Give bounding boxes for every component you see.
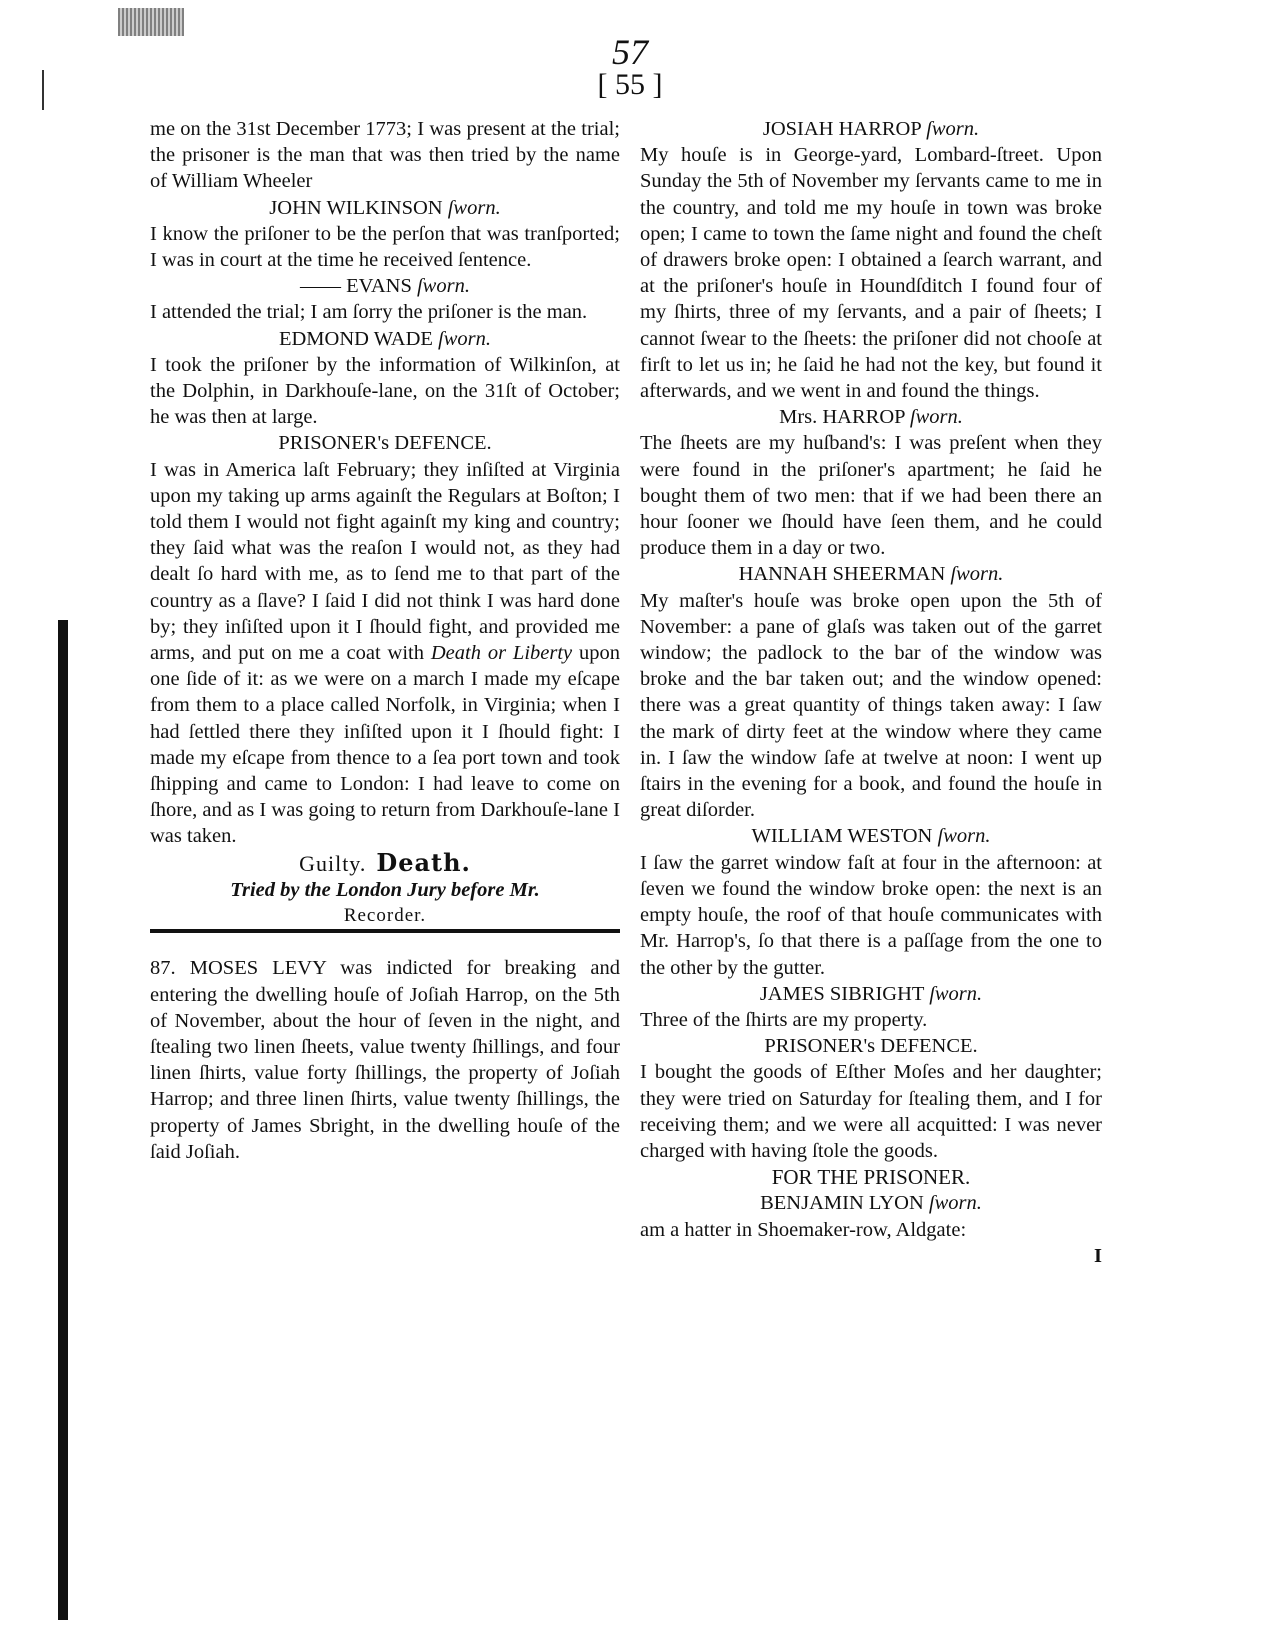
paragraph: The ſheets are my huſband's: I was preſent when they were found in the priſoner's apartment; he ſaid he bought them of two men: that if we had been there an hour ſooner we ſhould have ſeen them, and he could produce them in a day or two. [640,432,1102,560]
witness-heading: Mrs. HARROP ſworn. [779,406,963,429]
section-heading: PRISONER's DEFENCE. [278,432,492,455]
right-column [640,116,1102,1269]
paragraph: am a hatter in Shoemaker-row, Aldgate: [640,1218,967,1241]
paragraph: I attended the trial; I am ſorry the priſoner is the man. [150,301,588,324]
left-margin-bar [58,620,68,1620]
indictment-paragraph: 87. MOSES LEVY was indicted for breaking and entering the dwelling houſe of Joſiah Harrop, on the 5th of November, about the hour of ſeven in the night, and ſtealing two linen ſheets, value twenty ſhillings, and four linen ſhirts, value forty ſhillings, the property of Joſiah Harrop; and three linen ſhirts, value twenty ſhillings, the property of James Sbright, in the dwelling houſe of the ſaid Joſiah. [150,957,620,1163]
paragraph: I ſaw the garret window faſt at four in the afternoon: at ſeven we found the window broke open: the next is an empty houſe, the roof of that houſe communicates with Mr. Harrop's, ſo that there is a paſſage from the one to the other by the gutter. [640,851,1102,979]
witness-heading: JOHN WILKINSON ſworn. [269,196,501,219]
page-number [560,34,700,100]
paragraph: I bought the goods of Eſther Moſes and her daughter; they were tried on Saturday for ſtealing them, and I for receiving them; and we were all acquitted: I was never charged with having ſtole the goods. [640,1061,1102,1162]
verdict-guilty: Guilty. [299,850,367,876]
tried-by: Tried by the London Jury before Mr. [230,878,540,901]
witness-heading: —— EVANS ſworn. [300,275,470,298]
margin-mark [42,70,44,110]
left-column [150,116,620,1165]
paragraph: My maſter's houſe was broke open upon the 5th of November: a pane of glaſs was taken out of the garret window; the padlock to the bar of the window was broke and the bar taken out; and the window opened: there was a great quantity of things taken away: I ſaw the mark of dirty feet at the window where they came in. I ſaw the window ſafe at twelve at noon: I went up ſtairs in the evening for a book, and found the houſe in great diſorder. [640,589,1102,822]
recorder: Recorder. [343,905,427,927]
page-number-printed: [ 55 ] [597,68,663,101]
verdict [150,847,620,877]
witness-heading: EDMOND WADE ſworn. [278,327,492,350]
section-divider [150,929,620,933]
catchword: I [1094,1244,1102,1267]
ink-blot [118,8,184,36]
paragraph: I know the priſoner to be the perſon that was tranſported; I was in court at the time he received ſentence. [150,222,620,272]
witness-heading: WILLIAM WESTON ſworn. [751,825,991,848]
paragraph: I took the priſoner by the information of Wilkinſon, at the Dolphin, in Darkhouſe-lane, on the 31ſt of October; he was then at large. [150,353,620,429]
section-heading: FOR THE PRISONER. [771,1165,971,1190]
paragraph: me on the 31st December 1773; I was present at the trial; the prisoner is the man that was then tried by the name of William Wheeler [150,118,620,193]
defence-paragraph: I was in America laſt February; they inſiſted at Virginia upon my taking up arms againſt the Regulars at Boſton; I told them I would not fight againſt my king and country; they ſaid what was the reaſon I would not, as they had dealt ſo hard with me, as to ſend me to that part of the country as a ſlave? I ſaid I did not think I was hard done by; they inſiſted upon it I ſhould fight, and provided me arms, and put on me a coat with Death or Liberty upon one ſide of it: as we were on a march I made my eſcape from them to a place called Norfolk, in Virginia; when I had ſettled there they inſiſted upon it I ſhould fight: I made my eſcape from thence to a ſea port town and took ſhipping and came to London: I had leave to come on ſhore, and as I was going to return from Darkhouſe-lane I was taken. [150,458,620,848]
witness-heading: JOSIAH HARROP ſworn. [762,118,980,140]
witness-heading: BENJAMIN LYON ſworn. [760,1192,982,1215]
verdict-death: Death. [376,847,471,877]
paragraph: Three of the ſhirts are my property. [640,1008,928,1031]
section-heading: PRISONER's DEFENCE. [764,1035,978,1058]
witness-heading: JAMES SIBRIGHT ſworn. [759,982,983,1005]
page-number-handwritten: 57 [612,32,648,72]
witness-heading: HANNAH SHEERMAN ſworn. [738,563,1004,586]
paragraph: My houſe is in George-yard, Lombard-ſtreet. Upon Sunday the 5th of November my ſervants came to me in the country, and told me my houſe in town was broke open; I came to town the ſame night and found the cheſt of drawers broke open: I obtained a ſearch warrant, and at the priſoner's houſe in Houndſditch I found four of my ſhirts, three of my ſervants, and a pair of ſheets; I cannot ſwear to the ſheets: the priſoner did not chooſe at firſt to let us in; he ſaid he had not the key, but found it afterwards, and we went in and found the things. [640,144,1102,403]
